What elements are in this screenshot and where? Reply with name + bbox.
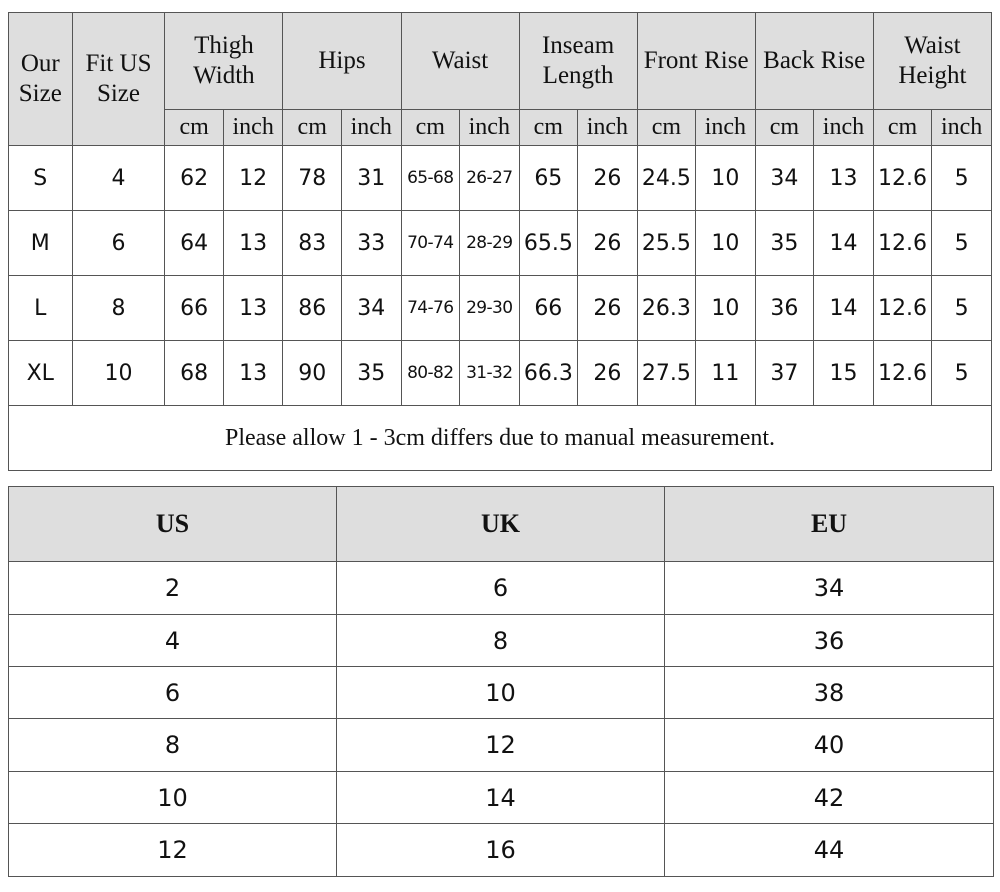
unit-header: cm: [519, 110, 578, 146]
us-cell: 4: [9, 615, 337, 667]
measurement-cell: 80-82: [401, 341, 460, 406]
eu-cell: 44: [665, 824, 994, 877]
unit-header: cm: [283, 110, 342, 146]
us-size-cell: 10: [72, 341, 165, 406]
us-cell: 12: [9, 824, 337, 877]
measurement-cell: 13: [223, 211, 283, 276]
unit-header: cm: [401, 110, 460, 146]
header-thigh-width: Thigh Width: [165, 13, 283, 110]
measurement-cell: 10: [696, 211, 756, 276]
uk-cell: 6: [337, 562, 665, 615]
us-cell: 10: [9, 772, 337, 824]
measurement-cell: 10: [696, 276, 756, 341]
measurement-cell: 34: [341, 276, 401, 341]
us-size-cell: 6: [72, 211, 165, 276]
measurement-note: Please allow 1 - 3cm differs due to manual measurement.: [9, 406, 992, 471]
measurement-cell: 11: [696, 341, 756, 406]
measurement-cell: 10: [696, 146, 756, 211]
uk-cell: 12: [337, 719, 665, 772]
uk-cell: 8: [337, 615, 665, 667]
measurement-cell: 13: [223, 276, 283, 341]
measurement-cell: 26: [578, 276, 638, 341]
us-cell: 2: [9, 562, 337, 615]
unit-header: cm: [637, 110, 696, 146]
uk-cell: 16: [337, 824, 665, 877]
unit-header: inch: [223, 110, 283, 146]
unit-header: inch: [460, 110, 520, 146]
uk-cell: 10: [337, 667, 665, 719]
measurement-cell: 83: [283, 211, 342, 276]
table-row: [9, 211, 992, 276]
measurement-cell: 62: [165, 146, 224, 211]
us-size-cell: 8: [72, 276, 165, 341]
measurement-cell: 35: [755, 211, 814, 276]
unit-header: inch: [814, 110, 874, 146]
measurement-cell: 12.6: [873, 211, 932, 276]
table-row: [9, 667, 994, 719]
header-hips: Hips: [283, 13, 401, 110]
table-row: [9, 341, 992, 406]
eu-cell: 42: [665, 772, 994, 824]
measurement-cell: 12: [223, 146, 283, 211]
measurement-cell: 26-27: [460, 146, 520, 211]
table-row: [9, 615, 994, 667]
us-cell: 8: [9, 719, 337, 772]
header-front-rise: Front Rise: [637, 13, 755, 110]
measurement-cell: 35: [341, 341, 401, 406]
size-cell: S: [9, 146, 73, 211]
unit-header: inch: [932, 110, 992, 146]
unit-header: inch: [578, 110, 638, 146]
us-size-cell: 4: [72, 146, 165, 211]
measurement-cell: 5: [932, 276, 992, 341]
eu-cell: 40: [665, 719, 994, 772]
table-row: [9, 276, 992, 341]
header-eu: EU: [665, 487, 994, 562]
measurement-cell: 90: [283, 341, 342, 406]
measurement-cell: 28-29: [460, 211, 520, 276]
measurement-cell: 24.5: [637, 146, 696, 211]
eu-cell: 34: [665, 562, 994, 615]
unit-header: cm: [873, 110, 932, 146]
measurement-cell: 12.6: [873, 341, 932, 406]
header-us: US: [9, 487, 337, 562]
measurement-cell: 27.5: [637, 341, 696, 406]
measurement-cell: 64: [165, 211, 224, 276]
us-cell: 6: [9, 667, 337, 719]
header-uk: UK: [337, 487, 665, 562]
header-fit-us-size: Fit US Size: [72, 13, 165, 146]
measurement-cell: 14: [814, 276, 874, 341]
measurement-cell: 37: [755, 341, 814, 406]
header-waist-height: Waist Height: [873, 13, 991, 110]
table-row: [9, 824, 994, 877]
uk-cell: 14: [337, 772, 665, 824]
measurement-cell: 12.6: [873, 276, 932, 341]
measurement-cell: 86: [283, 276, 342, 341]
measurement-cell: 74-76: [401, 276, 460, 341]
measurement-cell: 31: [341, 146, 401, 211]
measurement-cell: 13: [223, 341, 283, 406]
measurement-cell: 65.5: [519, 211, 578, 276]
measurement-cell: 29-30: [460, 276, 520, 341]
measurement-cell: 12.6: [873, 146, 932, 211]
measurement-cell: 68: [165, 341, 224, 406]
measurement-cell: 66.3: [519, 341, 578, 406]
unit-header: cm: [755, 110, 814, 146]
measurement-cell: 70-74: [401, 211, 460, 276]
measurement-cell: 25.5: [637, 211, 696, 276]
measurement-cell: 26: [578, 146, 638, 211]
size-cell: XL: [9, 341, 73, 406]
size-cell: M: [9, 211, 73, 276]
eu-cell: 38: [665, 667, 994, 719]
table-row: [9, 562, 994, 615]
header-inseam-length: Inseam Length: [519, 13, 637, 110]
table-row: [9, 772, 994, 824]
measurement-cell: 26: [578, 211, 638, 276]
measurement-cell: 13: [814, 146, 874, 211]
measurement-cell: 5: [932, 341, 992, 406]
measurement-cell: 65-68: [401, 146, 460, 211]
measurement-cell: 26.3: [637, 276, 696, 341]
size-chart-table: [8, 12, 992, 471]
measurement-cell: 66: [165, 276, 224, 341]
measurement-cell: 31-32: [460, 341, 520, 406]
header-our-size: Our Size: [9, 13, 73, 146]
size-conversion-table: [8, 486, 994, 877]
measurement-cell: 5: [932, 211, 992, 276]
measurement-cell: 34: [755, 146, 814, 211]
size-cell: L: [9, 276, 73, 341]
table-row: [9, 719, 994, 772]
measurement-cell: 14: [814, 211, 874, 276]
unit-header: inch: [341, 110, 401, 146]
measurement-cell: 15: [814, 341, 874, 406]
measurement-cell: 26: [578, 341, 638, 406]
table-row: [9, 146, 992, 211]
measurement-cell: 33: [341, 211, 401, 276]
measurement-cell: 5: [932, 146, 992, 211]
eu-cell: 36: [665, 615, 994, 667]
header-waist: Waist: [401, 13, 519, 110]
measurement-cell: 36: [755, 276, 814, 341]
measurement-cell: 78: [283, 146, 342, 211]
measurement-cell: 65: [519, 146, 578, 211]
measurement-cell: 66: [519, 276, 578, 341]
header-back-rise: Back Rise: [755, 13, 873, 110]
unit-header: cm: [165, 110, 224, 146]
unit-header: inch: [696, 110, 756, 146]
